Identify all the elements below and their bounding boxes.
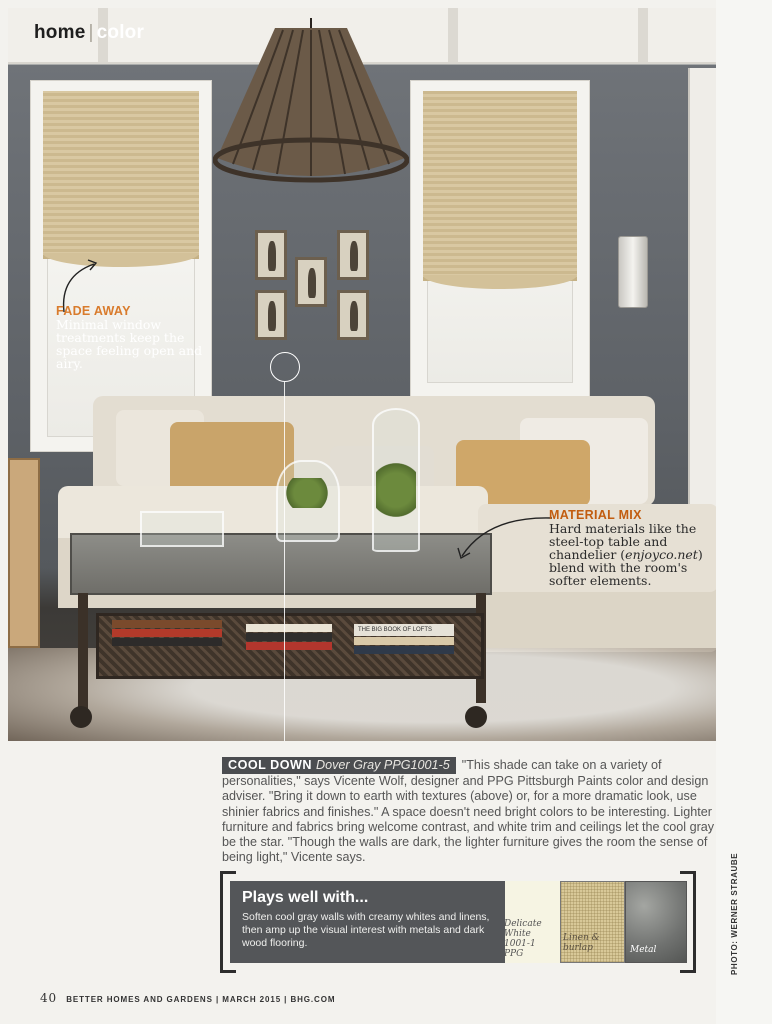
- callout-line: [284, 382, 285, 741]
- photo-credit: PHOTO: WERNER STRAUBE: [730, 852, 739, 975]
- callout-body: ) blend with the room's softer elements.: [549, 547, 703, 588]
- book: [112, 620, 222, 628]
- wicker-chandelier: [213, 18, 409, 186]
- page-footer: [40, 991, 335, 1005]
- book: [354, 646, 454, 654]
- room-photo: [8, 8, 716, 741]
- magazine-name: BETTER HOMES AND GARDENS: [66, 995, 213, 1004]
- book: [112, 629, 222, 637]
- roman-shade: [43, 91, 199, 259]
- header-separator: |: [88, 22, 94, 43]
- ceiling-beam: [638, 8, 648, 64]
- side-door: [688, 68, 716, 528]
- framed-print: [255, 230, 287, 280]
- glass-box: [140, 511, 224, 547]
- book: [112, 638, 222, 646]
- fade-away-callout: [56, 305, 206, 370]
- swatch-label-line: White: [504, 929, 531, 939]
- footer-separator: |: [215, 995, 220, 1004]
- tag-color-name: Dover Gray PPG1001-5: [316, 758, 450, 772]
- callout-title: FADE AWAY: [56, 304, 131, 318]
- caption: [222, 757, 718, 865]
- swatch-label-line: Linen &: [563, 933, 600, 943]
- caster-wheel: [465, 706, 487, 728]
- plant: [376, 458, 416, 522]
- roman-shade: [423, 91, 577, 281]
- callout-circle: [270, 352, 300, 382]
- swatch-label-line: Delicate: [504, 919, 542, 929]
- caster-wheel: [70, 706, 92, 728]
- plays-well-title: Plays well with...: [242, 889, 369, 906]
- ceiling-beam: [448, 8, 458, 64]
- callout-body: Minimal window treatments keep the space feeling open and airy.: [56, 317, 203, 371]
- book-spine: THE BIG BOOK OF LOFTS: [354, 624, 454, 636]
- framed-print: [255, 290, 287, 340]
- plant: [282, 478, 332, 508]
- framed-print: [337, 230, 369, 280]
- framed-print: [337, 290, 369, 340]
- callout-link[interactable]: enjoyco.net: [625, 547, 698, 562]
- side-shelf: [8, 458, 40, 648]
- section-color: color: [96, 22, 145, 43]
- framed-print: [295, 257, 327, 307]
- swatch-label: Metal: [630, 945, 657, 955]
- swatch-label: [563, 933, 600, 953]
- arrow-icon: [448, 508, 558, 568]
- book: [354, 637, 454, 645]
- book: [246, 642, 332, 650]
- swatch-label-line: burlap: [563, 943, 593, 953]
- steel-top-table: [70, 533, 492, 595]
- swatch-label: [504, 919, 554, 959]
- section-header: [34, 22, 144, 44]
- book-stack: [354, 624, 454, 655]
- wall-sconce: [618, 236, 648, 308]
- website[interactable]: BHG.COM: [290, 995, 336, 1004]
- callout-body: Hard materials like the steel-top table and chandelier (: [549, 521, 697, 562]
- book: [246, 624, 332, 632]
- issue-date: MARCH 2015: [222, 995, 282, 1004]
- caption-text: "This shade can take on a variety of personalities," says Vicente Wolf, designer and PPG Pittsburgh Paints color and design adviser. "Bring it down to earth with textures (above) or, for a more dramatic look, use shinier fabrics and finishes." A space doesn't need bright colors to be interesting. Lighter furniture and fabrics bring welcome contrast, and white trim and ceilings let the cool gray be the star. "Though the walls are dark, the lighter furniture gives the room the sense of being light," Vicente says.: [222, 758, 715, 865]
- page-number: 40: [40, 991, 58, 1005]
- book-stack: [246, 624, 332, 651]
- book-stack: [112, 620, 222, 647]
- plays-well-panel: [230, 881, 505, 963]
- page-margin: [716, 0, 772, 1024]
- footer-separator: |: [284, 995, 288, 1004]
- table-leg: [78, 593, 88, 713]
- swatch-label-line: 1001-1: [504, 939, 536, 949]
- book: [246, 633, 332, 641]
- plays-well-box: [220, 871, 696, 973]
- material-mix-callout: [549, 509, 719, 587]
- center-window: [410, 80, 590, 398]
- color-tag: [222, 757, 456, 774]
- plays-well-body: Soften cool gray walls with creamy whites and linens, then amp up the visual interest with metals and dark wood flooring.: [242, 911, 490, 949]
- swatch-label-line: PPG: [504, 949, 524, 959]
- callout-title: MATERIAL MIX: [549, 508, 642, 522]
- tag-title: COOL DOWN: [228, 758, 313, 772]
- section-home: home: [34, 22, 86, 43]
